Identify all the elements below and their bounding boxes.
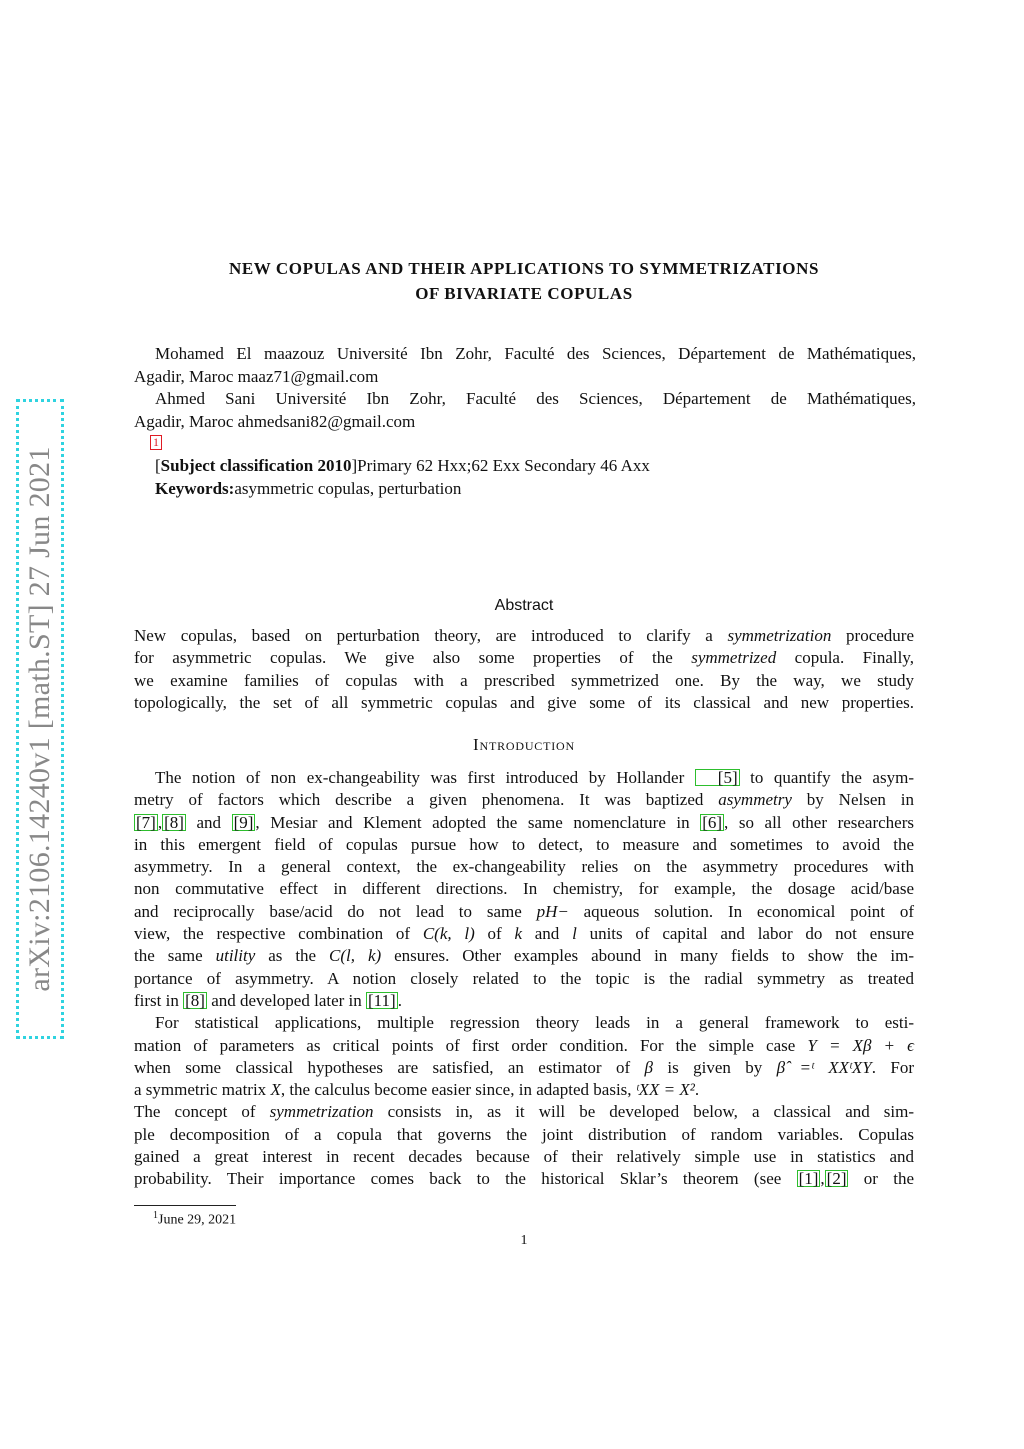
author-1-affiliation: Mohamed El maazouz Université Ibn Zohr, Faculté des Sciences, Département de Mathématiques, (155, 344, 916, 363)
citation-7[interactable]: [7] (136, 812, 156, 832)
title-line-2: OF BIVARIATE COPULAS (415, 284, 633, 303)
author-2-affiliation: Ahmed Sani Université Ibn Zohr, Faculté des Sciences, Département de Mathématiques, (155, 389, 916, 408)
introduction-heading: Introduction (473, 735, 575, 754)
keywords (155, 478, 650, 501)
citation-1[interactable]: [1] (798, 1169, 819, 1189)
citation-11[interactable]: [11] (368, 990, 396, 1010)
citation-6[interactable]: [6] (702, 812, 723, 832)
keywords-value: asymmetric copulas, perturbation (234, 478, 462, 498)
footnote (153, 1210, 236, 1229)
title-line-1: NEW COPULAS AND THEIR APPLICATIONS TO SYMMETRIZATIONS (228, 259, 820, 278)
footnote-divider (134, 1205, 236, 1206)
keywords-label: Keywords: (155, 478, 235, 498)
citation-9[interactable]: [9] (233, 812, 254, 832)
introduction-body: The notion of non ex-changeability was first introduced by Hollander [5] to quantify the asym- metry of factors which describe a given phenomena. It was baptized asymmetry by Nelsen in [7] , [8] and [9] , Mesiar and Klement adopted the same nomenclature in [6] , so all other researchers in this emergent field of copulas pursue how to detect, to measure and sometimes to avoid the asymmetry. In a general context, the ex-changeability relies on the asymmetry procedures with non commutative effect in different directions. In chemistry, for example, the dosage acid/base and reciprocally base/acid do not lead to same pH− aqueous solution. In economical point of view, the respective combination of C(k, l) of k and l units of capital and labor do not ensure the same utility as the C(l, k) ensures. Other examples abound in many fields to show the im- portance of asymmetry. A notion closely related to the topic is the radial symmetry as treated first in [8] and developed later in [11] . For statistical applications, multiple regression theory leads in a general framework to esti- mation of parameters as critical points of first order condition. For the simple case Y = Xβ + ϵ when some classical hypotheses are satisfied, an estimator of β is given by β̂ =ᵗ XXᵗXY. For a symmetric matrix X, the calculus become easier since, in adapted basis, ᵗXX = X². The concept of symmetrization consists in, as it will be developed below, a classical and sim- ple decomposition of a copula that governs the joint distribution of random variables. Copulas gained a great interest in recent decades because of their relatively simple use in statistics and probability. Their importance comes back to the historical Sklar’s theorem (see [1] , [2] or the (134, 768, 915, 1189)
subject-classification: [Subject classification 2010]Primary 62 Hxx;62 Exx Secondary 46 Axx (155, 456, 650, 475)
abstract-heading: Abstract (494, 597, 554, 614)
author-1-email-line: Agadir, Maroc maaz71@gmail.com (134, 366, 379, 386)
citation-2[interactable]: [2] (826, 1169, 847, 1189)
page-number: 1 (520, 1233, 528, 1248)
author-2-email-line: Agadir, Maroc ahmedsani82@gmail.com (134, 411, 416, 431)
emph-symmetrized: symmetrized (691, 648, 777, 668)
footnote-link[interactable]: 1 (150, 435, 162, 450)
footnote-mark: 1 (153, 1210, 158, 1221)
paper-title (134, 256, 914, 306)
footnote-text: June 29, 2021 (158, 1212, 237, 1228)
citation-8b[interactable]: [8] (185, 990, 205, 1010)
arxiv-identifier: arXiv:2106.14240v1 [math.ST] 27 Jun 2021 (23, 446, 56, 992)
emph-symmetrization: symmetrization (727, 626, 832, 645)
abstract-text: New copulas, based on perturbation theory, are introduced to clarify a symmetrization procedure for asymmetric copulas. We give also some properties of the symmetrized copula. Finally, we examine families of copulas with a prescribed symmetrized one. By the way, we study topologically, the set of all symmetric copulas and give some of its classical and new properties. (134, 626, 914, 712)
citation-8[interactable]: [8] (164, 812, 184, 832)
arxiv-stamp[interactable] (16, 399, 64, 1039)
paper-metadata (155, 455, 650, 500)
citation-5[interactable]: [5] (695, 769, 740, 786)
subject-label: Subject classification 2010 (160, 456, 352, 475)
author-block (134, 343, 916, 456)
subject-value: Primary 62 Hxx;62 Exx Secondary 46 Axx (357, 456, 650, 475)
